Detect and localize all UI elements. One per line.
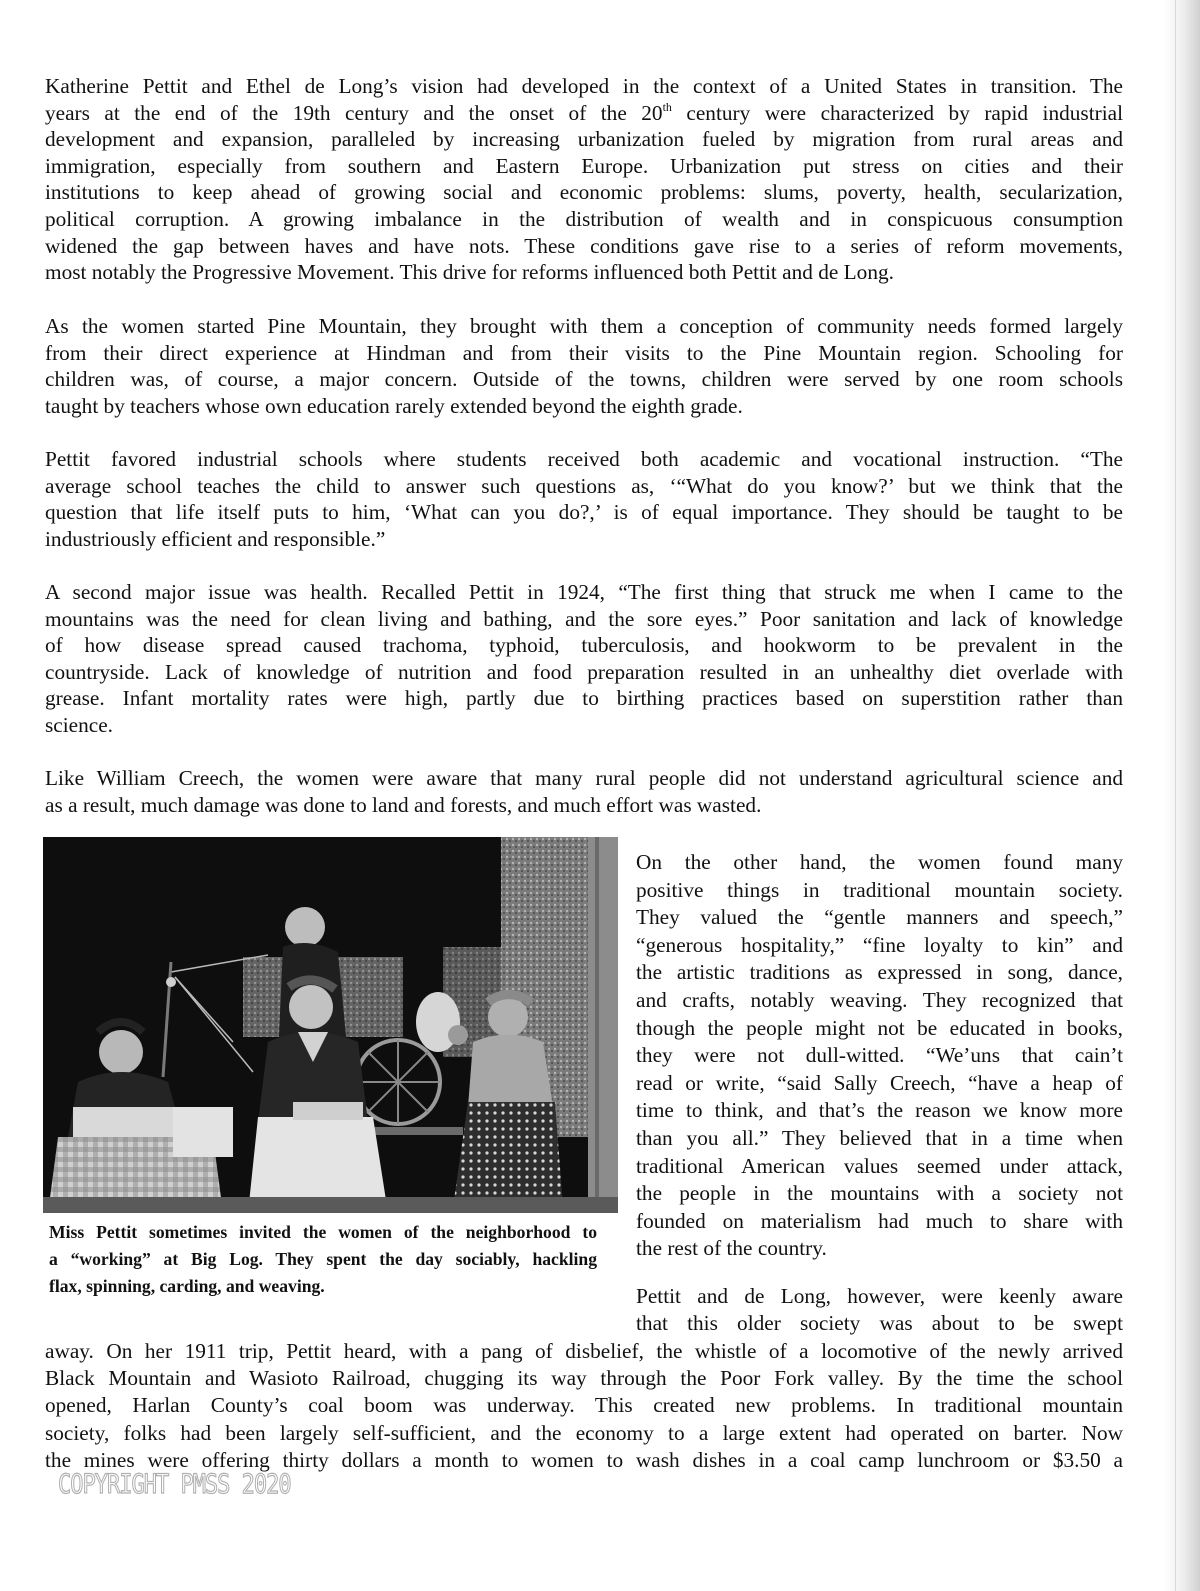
caption-line: a “working” at Big Log. They spent the day sociably, hackling (49, 1249, 597, 1269)
text-line: science. (45, 712, 113, 737)
text-line: Like William Creech, the women were aware that many rural people did not understand agricultural science and (45, 766, 1123, 790)
text-line: immigration, especially from southern and Eastern Europe. Urbanization put stress on cities and their (45, 153, 1123, 178)
text-line: most notably the Progressive Movement. This drive for reforms influenced both Pettit and de Long. (45, 260, 894, 285)
text-line: traditional American values seemed under attack, (636, 1153, 1123, 1178)
text-line: industriously efficient and responsible.” (45, 526, 386, 551)
text-line: the artistic traditions as expressed in song, dance, (636, 960, 1123, 985)
text-line-with-superscript (45, 100, 1123, 127)
paragraph-industrial-schools (45, 446, 1123, 552)
text-line: Black Mountain and Wasioto Railroad, chugging its way through the Poor Fork valley. By the time the school (45, 1366, 1123, 1391)
text-line: Pettit favored industrial schools where students received both academic and vocational instruction. “The (45, 447, 1123, 471)
text-line: widened the gap between haves and have nots. These conditions gave rise to a series of reform movements, (45, 233, 1123, 258)
text-line: though the people might not be educated in books, (636, 1015, 1123, 1040)
text-fragment: years at the end of the 19th century and the onset of the 20 (45, 100, 663, 125)
text-line: On the other hand, the women found many (636, 850, 1123, 874)
paragraph-transition (45, 73, 1123, 286)
text-line: As the women started Pine Mountain, they brought with them a conception of community needs formed largely (45, 314, 1123, 338)
text-line: of how disease spread caused trachoma, typhoid, tuberculosis, and hookworm to be prevalent in the (45, 633, 1123, 658)
text-line: the people in the mountains with a society not (636, 1181, 1123, 1206)
text-line: from their direct experience at Hindman and from their visits to the Pine Mountain region. Schooling for (45, 340, 1123, 365)
text-line: society, folks had been largely self-sufficient, and the economy to a large extent had operated on barter. Now (45, 1420, 1123, 1445)
photo-illustration (43, 837, 618, 1213)
text-line: than you all.” They believed that in a time when (636, 1125, 1123, 1150)
superscript: th (662, 99, 672, 114)
text-line: the rest of the country. (636, 1236, 827, 1261)
copyright-watermark: COPYRIGHT PMSS 2020 (58, 1470, 291, 1500)
text-line: average school teaches the child to answer such questions as, ‘“What do you know?’ but we think that the (45, 473, 1123, 498)
text-line: they were not dull-witted. “We’uns that cain’t (636, 1043, 1123, 1068)
paragraph-closing-full (45, 1338, 1123, 1474)
text-line: opened, Harlan County’s coal boom was underway. This created new problems. In traditional mountain (45, 1393, 1123, 1418)
paragraph-positive-things (636, 849, 1123, 1263)
text-line: the mines were offering thirty dollars a month to women to wash dishes in a coal camp lunchroom or $3.50 a (45, 1447, 1123, 1472)
text-line: mountains was the need for clean living and bathing, and the sore eyes.” Poor sanitation and lack of knowledge (45, 606, 1123, 631)
text-line: founded on materialism had much to share with (636, 1208, 1123, 1233)
text-line: positive things in traditional mountain society. (636, 877, 1123, 902)
paragraph-pine-mountain (45, 313, 1123, 419)
photo-caption (49, 1219, 597, 1300)
caption-line: flax, spinning, carding, and weaving. (49, 1276, 325, 1296)
text-line: question that life itself puts to him, ‘What can you do?,’ is of equal importance. They should be taught to be (45, 500, 1123, 525)
text-line: that this older society was about to be swept (636, 1311, 1123, 1336)
text-line: time to think, and that’s the reason we know more (636, 1098, 1123, 1123)
text-line: They valued the “gentle manners and speech,” (636, 905, 1123, 930)
text-line: countryside. Lack of knowledge of nutrition and food preparation resulted in an unhealthy diet overlade with (45, 659, 1123, 684)
text-line: Pettit and de Long, however, were keenly aware (636, 1284, 1123, 1308)
text-line: and crafts, notably weaving. They recognized that (636, 987, 1123, 1012)
text-line: political corruption. A growing imbalance in the distribution of wealth and in conspicuous consumption (45, 206, 1123, 231)
text-line: read or write, “said Sally Creech, “have a heap of (636, 1070, 1123, 1095)
paragraph-agriculture (45, 765, 1123, 818)
scan-edge-line (1175, 0, 1176, 1591)
text-line: development and expansion, paralleled by increasing urbanization fueled by migration from rural areas and (45, 127, 1123, 152)
text-line: taught by teachers whose own education rarely extended beyond the eighth grade. (45, 393, 743, 418)
caption-line: Miss Pettit sometimes invited the women of the neighborhood to (49, 1222, 597, 1242)
paragraph-closing-indented (636, 1283, 1123, 1337)
text-line: “generous hospitality,” “fine loyalty to kin” and (636, 932, 1123, 957)
text-line: children was, of course, a major concern. Outside of the towns, children were served by one room schools (45, 367, 1123, 392)
text-line: Katherine Pettit and Ethel de Long’s vision had developed in the context of a United States in transition. The (45, 74, 1123, 98)
text-line: grease. Infant mortality rates were high, partly due to birthing practices based on superstition rather than (45, 686, 1123, 711)
text-fragment: century were characterized by rapid industrial (671, 100, 1123, 125)
text-line: A second major issue was health. Recalled Pettit in 1924, “The first thing that struck me when I came to the (45, 580, 1123, 604)
paragraph-health (45, 579, 1123, 739)
text-line: as a result, much damage was done to land and forests, and much effort was wasted. (45, 792, 762, 817)
historical-photo (43, 837, 618, 1213)
text-line: away. On her 1911 trip, Pettit heard, with a pang of disbelief, the whistle of a locomotive of the newly arrived (45, 1339, 1123, 1363)
text-line: institutions to keep ahead of growing social and economic problems: slums, poverty, health, secularization, (45, 180, 1123, 205)
scan-edge-shadow (1164, 0, 1200, 1591)
